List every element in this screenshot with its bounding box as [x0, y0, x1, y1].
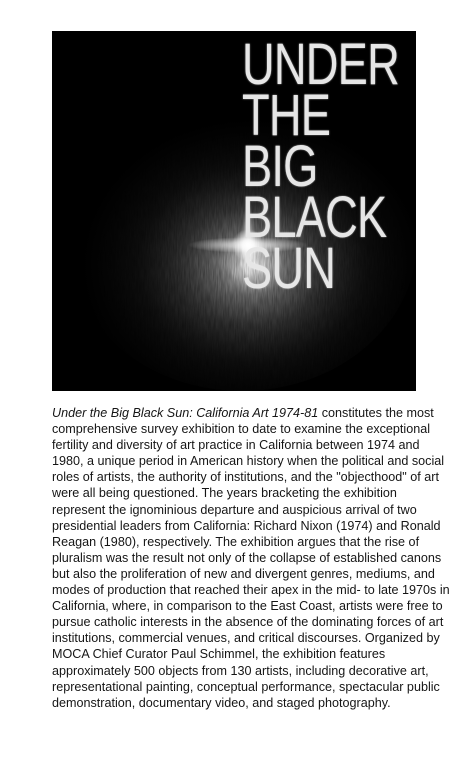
poster-title-line: UNDER	[242, 32, 399, 97]
poster-title-line: THE	[242, 83, 331, 148]
exhibition-poster-image	[52, 31, 416, 391]
poster-title-line: BLACK	[242, 185, 387, 250]
poster-title-line: SUN	[242, 236, 336, 301]
exhibition-description	[52, 405, 452, 711]
poster-title	[242, 32, 399, 301]
description-paragraph	[52, 405, 452, 711]
exhibition-title: Under the Big Black Sun: California Art 1974-81	[52, 406, 319, 420]
poster-title-line: BIG	[242, 134, 318, 199]
description-body: constitutes the most comprehensive survey exhibition to date to examine the exceptional fertility and diversity of art practice in California between 1974 and 1980, a unique period in American history when the political and social roles of artists, the authority of institutions, and the "objecthood" of art were all being questioned. The years bracketing the exhibition represent the ignominious departure and auspicious arrival of two presidential leaders from California: Richard Nixon (1974) and Ronald Reagan (1980), respectively. The exhibition argues that the rise of pluralism was the result not only of the collapse of established canons but also the proliferation of new and divergent genres, mediums, and modes of production that reached their apex in the mid- to late 1970s in California, where, in comparison to the East Coast, artists were free to pursue catholic interests in the absence of the dominating forces of art institutions, commercial venues, and critical discourses. Organized by MOCA Chief Curator Paul Schimmel, the exhibition features approximately 500 objects from 130 artists, including decorative art, representational painting, conceptual performance, spectacular public demonstration, documentary video, and staged photography.	[52, 406, 450, 710]
